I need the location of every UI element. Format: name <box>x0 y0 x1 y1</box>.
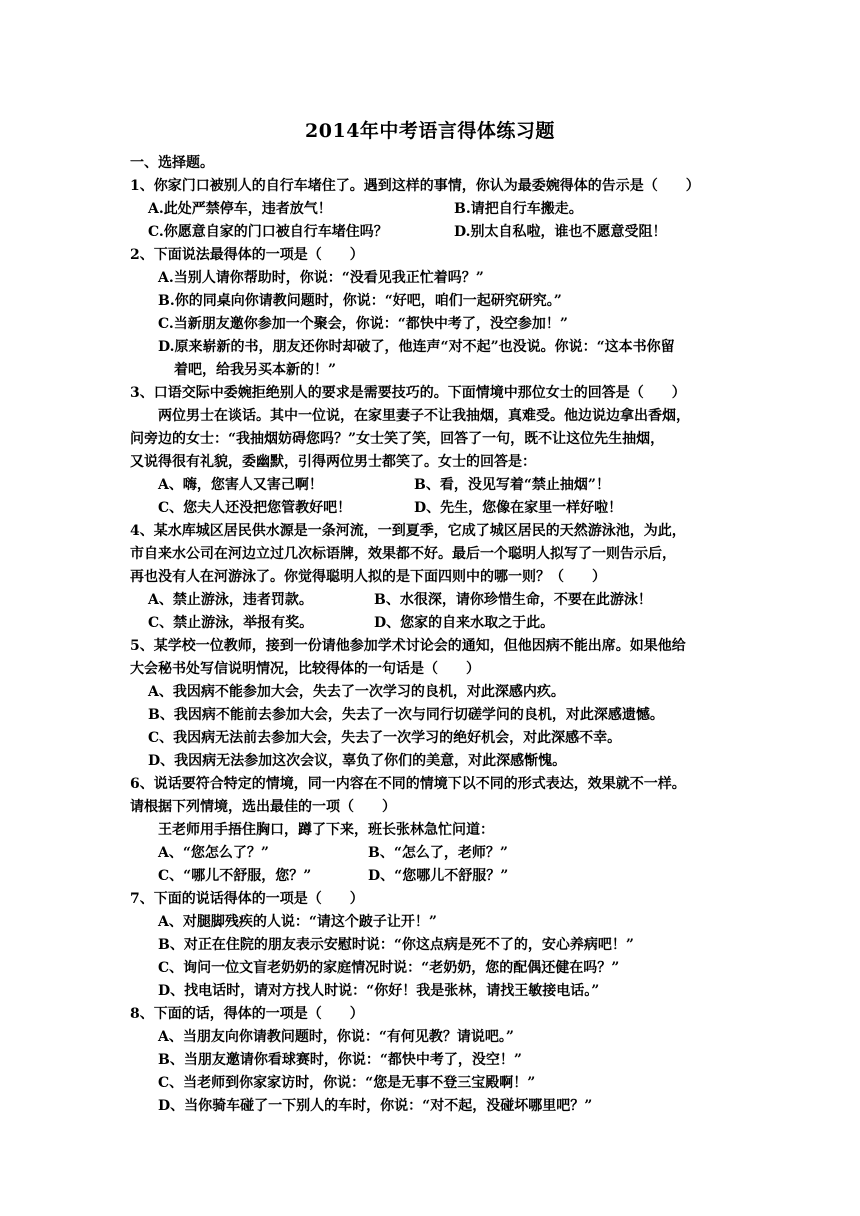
question-2-option-d-line-2: 着吧，给我另买本新的！” <box>174 362 337 378</box>
question-3-passage-line-3: 又说得很有礼貌，委幽默，引得两位男士都笑了。女士的回答是： <box>130 454 536 470</box>
question-8-option-a: A、当朋友向你请教问题时，你说：“有何见教？请说吧。” <box>158 1029 514 1045</box>
question-1-option-a: A.此处严禁停车，违者放气！ <box>148 201 332 217</box>
question-6-stem-line-1: 6、说话要符合特定的情境，同一内容在不同的情境下以不同的形式表达，效果就不一样。 <box>130 776 686 792</box>
question-3-option-a: A、嗨，您害人又害己啊！ <box>158 477 323 493</box>
document-body <box>130 152 732 1118</box>
section-heading: 一、选择题。 <box>130 155 214 171</box>
question-7-option-b: B、对正在住院的朋友表示安慰时说：“你这点病是死不了的，安心养病吧！” <box>158 937 634 953</box>
question-4-option-a: A、禁止游泳，违者罚款。 <box>148 592 313 608</box>
document-title: 2014年中考语言得体练习题 <box>305 120 555 142</box>
question-7-option-d: D、找电话时，请对方找人时说：“你好！我是张林，请找王敏接电话。” <box>158 983 600 999</box>
question-3-options-row-1 <box>130 474 732 497</box>
question-1-stem: 1、你家门口被别人的自行车堵住了。遇到这样的事情，你认为最委婉得体的告示是（ ） <box>130 178 700 194</box>
question-4-option-c: C、禁止游泳，举报有奖。 <box>148 615 314 631</box>
question-3-passage-line-2: 问旁边的女士：“我抽烟妨碍您吗？”女士笑了笑，回答了一句，既不让这位先生抽烟， <box>130 431 665 447</box>
question-1-option-c: C.你愿意自家的门口被自行车堵住吗？ <box>148 224 388 240</box>
question-4-option-b: B、水很深，请你珍惜生命，不要在此游泳！ <box>374 592 652 608</box>
question-3-options-row-2 <box>130 497 732 520</box>
question-6-option-d: D、“您哪儿不舒服？” <box>368 868 509 884</box>
question-4-stem-line-3: 再也没有人在河游泳了。你觉得聪明人拟的是下面四则中的哪一则？（ ） <box>130 569 606 585</box>
question-4-options-row-2 <box>130 612 732 635</box>
question-3-option-d: D、先生，您像在家里一样好啦！ <box>414 500 623 516</box>
question-6-options-row-2 <box>130 865 732 888</box>
question-2-option-d-line-1: D.原来崭新的书，朋友还你时却破了，他连声“对不起”也没说。你说：“这本书你留 <box>158 339 675 355</box>
question-4-options-row-1 <box>130 589 732 612</box>
question-3-option-c: C、您夫人还没把您管教好吧！ <box>158 500 352 516</box>
question-1-options-row-1 <box>130 198 732 221</box>
question-7-option-c: C、询问一位文盲老奶奶的家庭情况时说：“老奶奶，您的配偶还健在吗？” <box>158 960 620 976</box>
question-5-option-b: B、我因病不能前去参加大会，失去了一次与同行切磋学问的良机，对此深感遗憾。 <box>148 707 664 723</box>
question-8-stem: 8、下面的话，得体的一项是（ ） <box>130 1006 364 1022</box>
question-3-stem: 3、口语交际中委婉拒绝别人的要求是需要技巧的。下面情境中那位女士的回答是（ ） <box>130 385 686 401</box>
question-8-option-b: B、当朋友邀请你看球赛时，你说：“都快中考了，没空！” <box>158 1052 522 1068</box>
question-1-options-row-2 <box>130 221 732 244</box>
question-8-option-c: C、当老师到你家家访时，你说：“您是无事不登三宝殿啊！” <box>158 1075 536 1091</box>
question-8-option-d: D、当你骑车碰了一下别人的车时，你说：“对不起，没碰坏哪里吧？” <box>158 1098 593 1114</box>
question-2-option-b: B.你的同桌向你请教问题时，你说：“好吧，咱们一起研究研究。” <box>158 293 562 309</box>
question-6-option-c: C、“哪儿不舒服，您？” <box>158 868 312 884</box>
question-2-option-a: A.当别人请你帮助时，你说：“没看见我正忙着吗？” <box>158 270 484 286</box>
question-5-option-c: C、我因病无法前去参加大会，失去了一次学习的绝好机会，对此深感不幸。 <box>148 730 622 746</box>
question-1-option-d: D.别太自私啦，谁也不愿意受阻！ <box>454 224 667 240</box>
question-6-options-row-1 <box>130 842 732 865</box>
question-1-option-b: B.请把自行车搬走。 <box>454 201 583 217</box>
question-6-scene: 王老师用手捂住胸口，蹲了下来，班长张林急忙问道： <box>158 822 494 838</box>
question-6-option-b: B、“怎么了，老师？” <box>368 845 508 861</box>
question-5-option-d: D、我因病无法参加这次会议，辜负了你们的美意，对此深感惭愧。 <box>148 753 567 769</box>
question-6-option-a: A、“您怎么了？” <box>158 845 269 861</box>
question-2-option-c: C.当新朋友邀你参加一个聚会，你说：“都快中考了，没空参加！” <box>158 316 568 332</box>
question-6-stem-line-2: 请根据下列情境，选出最佳的一项（ ） <box>130 799 396 815</box>
question-4-stem-line-2: 市自来水公司在河边立过几次标语牌，效果都不好。最后一个聪明人拟写了一则告示后， <box>130 546 676 562</box>
question-5-stem-line-1: 5、某学校一位教师，接到一份请他参加学术讨论会的通知，但他因病不能出席。如果他给 <box>130 638 686 654</box>
question-5-option-a: A、我因病不能参加大会，失去了一次学习的良机，对此深感内疚。 <box>148 684 565 700</box>
question-7-stem: 7、下面的说话得体的一项是（ ） <box>130 891 364 907</box>
question-7-option-a: A、对腿脚残疾的人说：“请这个跛子让开！” <box>158 914 437 930</box>
question-3-option-b: B、看，没见写着“禁止抽烟”！ <box>414 477 610 493</box>
question-2-stem: 2、下面说法最得体的一项是（ ） <box>130 247 364 263</box>
question-5-stem-line-2: 大会秘书处写信说明情况，比较得体的一句话是（ ） <box>130 661 480 677</box>
question-3-passage-line-1: 两位男士在谈话。其中一位说，在家里妻子不让我抽烟，真难受。他边说边拿出香烟， <box>158 408 690 424</box>
question-4-stem-line-1: 4、某水库城区居民供水源是一条河流，一到夏季，它成了城区居民的天然游泳池，为此， <box>130 523 686 539</box>
question-4-option-d: D、您家的自来水取之于此。 <box>374 615 555 631</box>
